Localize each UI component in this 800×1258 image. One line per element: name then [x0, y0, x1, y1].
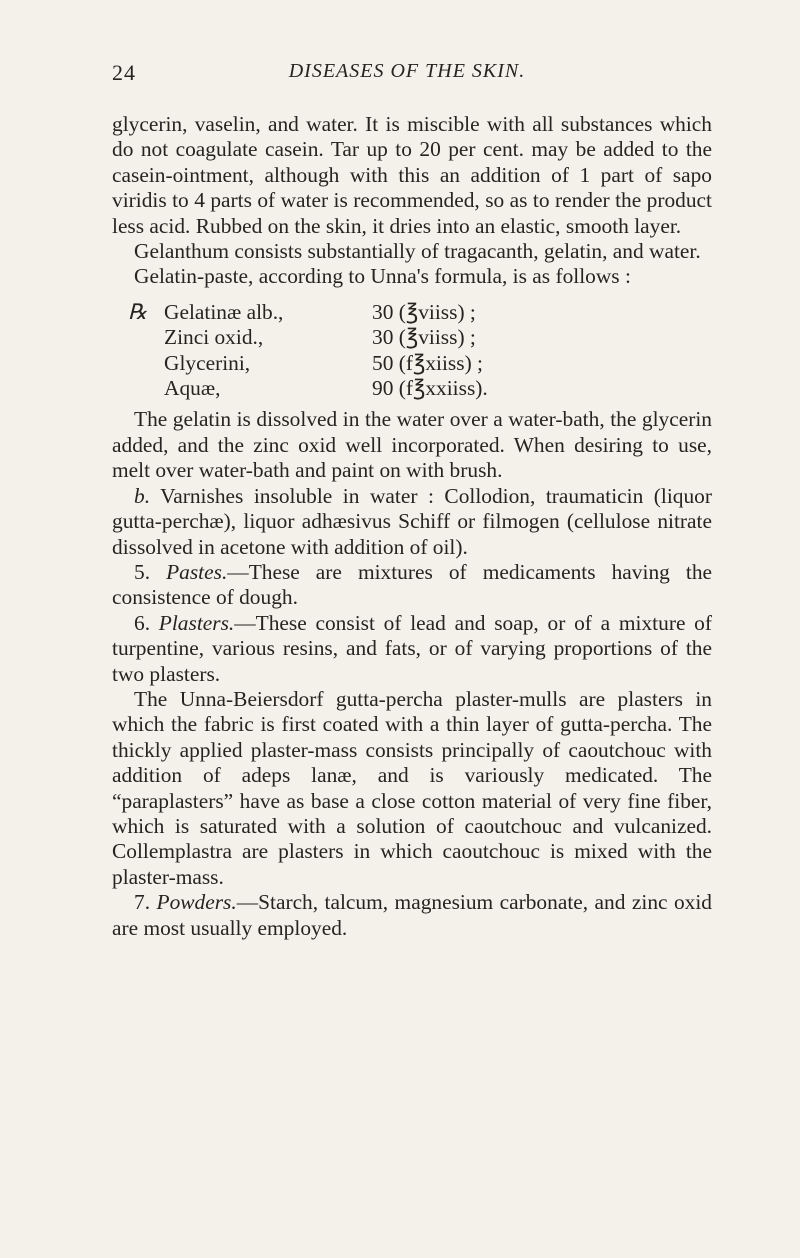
formula-ingredient	[122, 351, 372, 376]
formula-amount: 30 (℥viiss) ;	[372, 299, 476, 324]
paragraph-gelanthum: Gelanthum consists substantially of tragacanth, gelatin, and water.	[134, 239, 701, 264]
formula-ingredient-name: Aquæ,	[164, 376, 221, 401]
paragraph-gelatin-method: The gelatin is dissolved in the water over a water-bath, the glycerin added, and the zinc oxid well incorporated. When desiring to use, melt over water-bath and paint on with brush.	[112, 407, 712, 483]
section-number: 5.	[134, 559, 167, 584]
section-heading: Powders.	[156, 890, 237, 915]
formula-ingredient-name: Gelatinæ alb.,	[164, 299, 284, 324]
prescription-formula	[122, 300, 712, 402]
running-title: DISEASES OF THE SKIN.	[288, 60, 526, 82]
rx-symbol: ℞	[128, 299, 148, 324]
paragraph-varnishes	[112, 484, 712, 560]
formula-amount: 30 (℥viiss) ;	[372, 325, 476, 350]
section-number: 7.	[134, 890, 157, 915]
paragraph-pastes	[112, 560, 712, 611]
formula-ingredient	[122, 376, 372, 401]
paragraph-gelatin-paste-intro: Gelatin-paste, according to Unna's formula, is as follows :	[134, 264, 631, 289]
section-number: 6.	[134, 610, 159, 635]
section-text: —Starch, talcum, magnesium carbonate, and zinc oxid are most usually employed.	[112, 890, 712, 940]
page-header	[112, 60, 702, 90]
body-text	[112, 112, 712, 941]
page-number: 24	[112, 60, 136, 85]
paragraph-powders	[112, 890, 712, 941]
section-heading: Pastes.	[166, 559, 228, 584]
formula-ingredient-name: Zinci oxid.,	[164, 325, 264, 350]
paragraph-continuation: glycerin, vaselin, and water. It is miscible with all substances which do not coagulate casein. Tar up to 20 per cent. may be added to the casein-ointment, although with this an addition of 1 part of sapo viridis to 4 parts of water is recommended, so as to render the product less acid. Rubbed on the skin, it dries into an elastic, smooth layer.	[112, 112, 712, 238]
formula-ingredient-name: Glycerini,	[164, 350, 251, 375]
formula-ingredient	[122, 325, 372, 350]
paragraph-plasters	[112, 611, 712, 687]
section-heading: Plasters.	[158, 610, 235, 635]
formula-amount: 50 (f℥xiiss) ;	[372, 350, 483, 375]
section-text: —These are mixtures of medicaments having the consistence of dough.	[112, 559, 713, 610]
section-label: b.	[134, 483, 151, 508]
formula-amount: 90 (f℥xxiiss).	[372, 376, 488, 401]
section-text: —These consist of lead and soap, or of a mixture of turpentine, various resins, and fats, or of varying proportions of the two plasters.	[112, 610, 713, 686]
paragraph-plaster-mulls: The Unna-Beiersdorf gutta-percha plaster-mulls are plasters in which the fabric is first coated with a thin layer of gutta-percha. The thickly applied plaster-mass consists principally of caoutchouc with addition of adeps lanæ, and is variously medicated. The “paraplasters” have as base a close cotton material of very fine fiber, which is saturated with a solution of caoutchouc and vulcanized. Collemplastra are plasters in which caoutchouc is mixed with the plaster-mass.	[112, 686, 712, 889]
formula-ingredient	[122, 300, 372, 325]
section-text: Varnishes insoluble in water : Collodion, traumaticin (liquor gutta-perchæ), liquor adhæsivus Schiff or filmogen (cellulose nitrate dissolved in acetone with addition of oil).	[112, 483, 712, 559]
